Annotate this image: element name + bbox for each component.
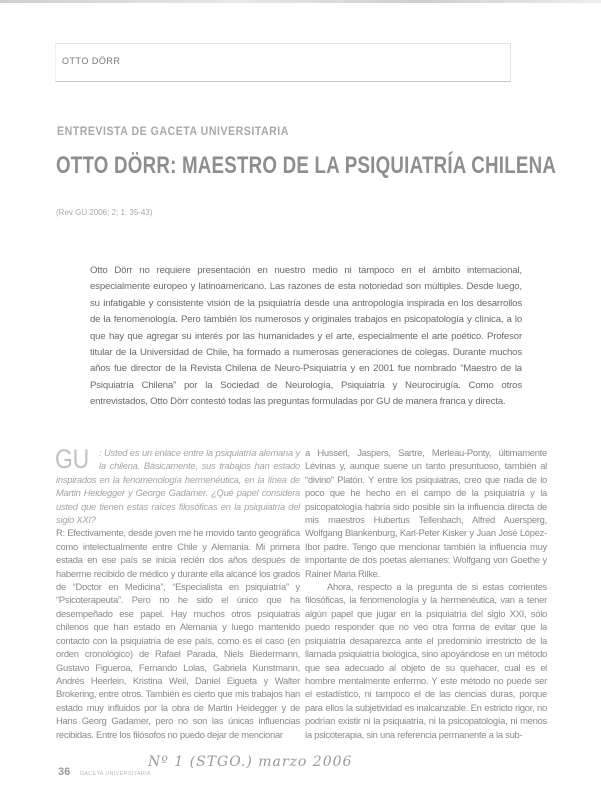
interview-question: : Usted es un enlace entre la psiquiatría alemana y la chilena. Básicamente, sus trabajos han estado inspirados en la fenomenología hermenéutica, en la línea de Martin Heidegger y George Gadamer. ¿Qué papel considera usted que tienen estas raíces filosóficas en la psiquiatría del siglo XXI? bbox=[56, 447, 300, 526]
interview-answer: R: Efectivamente, desde joven me he movido tanto geográfica como intelectualmente entre Chile y Alemania. Mi primera estada en ese país se inicia recién dos años después de haberme recibido de médico y durante ella alcancé los grados de “Doctor en Medicina”, “Especialista en psiquiatría” y “Psicoterapeuta”. Pero no he sido el único que ha desempeñado ese papel. Hay muchos otros psiquiatras chilenos que han estado en Alemania y luego mantenido contacto con la psiquiatría de ese país, como es el caso (en orden cronológico) de Rafael Parada, Niels Biedermann, Gustavo Figueroa, Fernando Lolas, Gabriela Kunstmann, Andrés Heerlein, Kristina Weil, Daniel Eigueta y Walter Brokering, entre otros. También es cierto que mis trabajos han estado muy influidos por la obra de Martin Heidegger y de Hans Georg Gadamer, pero no son las únicas influencias recibidas. Entre los filósofos no puedo dejar de mencionar bbox=[56, 527, 300, 740]
page-footer bbox=[58, 762, 151, 780]
running-head: OTTO DÖRR bbox=[62, 56, 121, 66]
left-column bbox=[56, 446, 300, 741]
handwritten-note: Nº 1 (STGO.) marzo 2006 bbox=[148, 754, 353, 770]
scan-edge bbox=[0, 0, 601, 3]
answer-continued: a Husserl, Jaspers, Sartre, Merleau-Ponty, últimamente Lévinas y, aunque suene un tanto presuntuoso, también al “divino” Platón. Y entre los psiquiatras, creo que nada de lo poco que he hecho en el campo de la psiquiatría y la psicopatología habría sido posible sin la influencia directa de mis maestros Hubertus Tellenbach, Alfred Auersperg, Wolfgang Blankenburg, Karl-Peter Kisker y Juan José López-Ibor padre. Tengo que mencionar también la influencia muy importante de dos poetas alemanes: Wolfgang von Goethe y Rainer Maria Rilke. bbox=[305, 447, 547, 579]
answer-paragraph-2: Ahora, respecto a la pregunta de si estas corrientes filosóficas, la fenomenología y la hermenéutica, van a tener algún papel que jugar en la psiquiatría del siglo XXI, sólo puedo responder que no veo otra forma de evitar que la psiquiatría desaparezca ante el predominio irrestricto de la llamada psiquiatría biológica, sino apoyándose en un método que sea adecuado al objeto de su quehacer, cual es el hombre mentalmente enfermo. Y este método no puede ser el estadístico, ni tampoco el de las ciencias duras, porque para ellos la subjetividad es inalcanzable. En estricto rigor, no podrían existir ni la psiquiatría, ni la psicopatología, ni menos la psicoterapia, sin una referencia permanente a la sub- bbox=[305, 581, 547, 740]
article-title: OTTO DÖRR: MAESTRO DE LA PSIQUIATRÍA CHILENA bbox=[56, 152, 557, 179]
running-head-box bbox=[55, 43, 511, 82]
section-label: ENTREVISTA DE GACETA UNIVERSITARIA bbox=[57, 124, 289, 138]
right-column bbox=[305, 446, 547, 741]
page-number: 36 bbox=[58, 766, 71, 778]
dropcap: GU bbox=[55, 444, 89, 474]
publication-name: GACETA UNIVERSITARIA bbox=[79, 771, 151, 777]
citation: (Rev GU 2006; 2; 1: 35-43) bbox=[56, 208, 153, 217]
intro-paragraph: Otto Dörr no requiere presentación en nuestro medio ni tampoco en el ámbito internacional, especialmente europeo y latinoamericano. Las razones de esta notoriedad son múltiples. Desde luego, su infatigable y consistente visión de la psiquiatría desde una antropología inspirada en los desarrollos de la fenomenología. Pero también los numerosos y originales trabajos en psicopatología y clínica, a lo que hay que agregar su interés por las humanidades y el arte, especialmente el arte poético. Profesor titular de la Universidad de Chile, ha formado a numerosas generaciones de colegas. Durante muchos años fue director de la Revista Chilena de Neuro-Psiquiatría y en 2001 fue nombrado “Maestro de la Psiquiatría Chilena” por la Sociedad de Neurología, Psiquiatría y Neurocirugía. Como otros entrevistados, Otto Dörr contestó todas las preguntas formuladas por GU de manera franca y directa. bbox=[90, 265, 522, 408]
